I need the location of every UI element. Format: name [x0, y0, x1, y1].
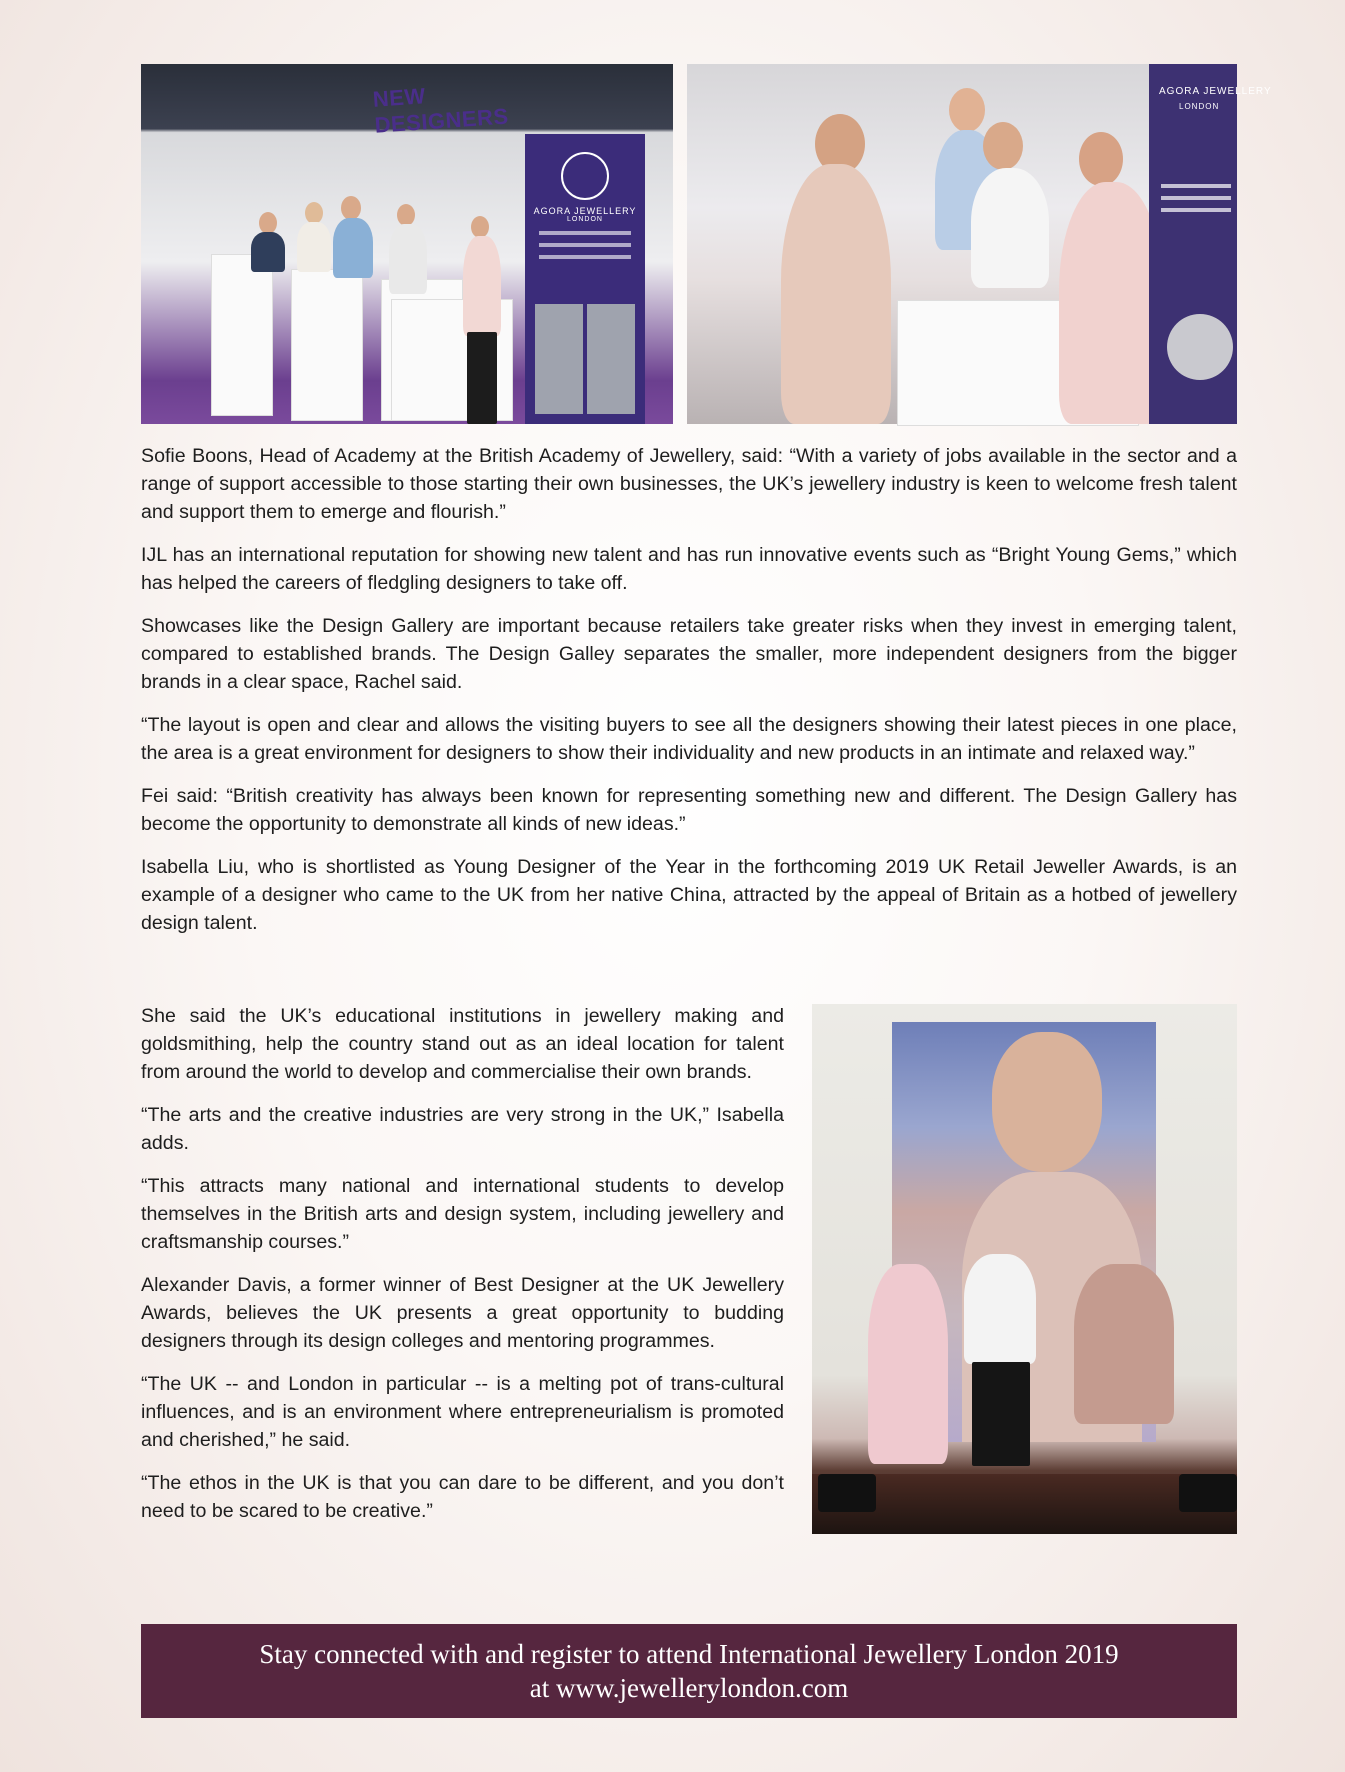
- paragraph: “The arts and the creative industries are very strong in the UK,” Isabella adds.: [141, 1104, 784, 1154]
- article-body-full-width: [141, 442, 1237, 952]
- person-head: [341, 196, 361, 220]
- banner-text-line: [1161, 208, 1231, 212]
- cta-line-1: Stay connected with and register to attend International Jewellery London 2019: [259, 1639, 1119, 1669]
- person-head: [949, 88, 985, 132]
- person-head: [305, 202, 323, 224]
- person-head: [471, 216, 489, 238]
- paragraph: Alexander Davis, a former winner of Best Designer at the UK Jewellery Awards, believes the UK presents a great opportunity to budding designers through its design colleges and mentoring programmes.: [141, 1274, 784, 1352]
- banner-title: AGORA JEWELLERY: [533, 206, 637, 216]
- photo-new-designers-stand: [141, 64, 673, 424]
- person: [389, 224, 427, 294]
- catwalk-model: [868, 1264, 948, 1464]
- person-head: [983, 122, 1023, 170]
- screen-model-face: [992, 1032, 1102, 1172]
- paragraph: Sofie Boons, Head of Academy at the British Academy of Jewellery, said: “With a variety of jobs available in the sector and a range of support accessible to those starting their own businesses, the UK’s jewellery industry is keen to welcome fresh talent and support them to emerge and flourish.”: [141, 445, 1237, 523]
- photo-catwalk-show: [812, 1004, 1237, 1534]
- banner-product-tiles: [535, 304, 635, 414]
- article-body-column: [141, 1002, 784, 1540]
- person-head: [1079, 132, 1123, 186]
- new-designers-sign: NEW DESIGNERS: [371, 83, 510, 138]
- banner-text-line: [1161, 184, 1231, 188]
- paragraph: She said the UK’s educational institutions in jewellery making and goldsmithing, help the country stand out as an ideal location for talent from around the world to develop and commercialise their own brands.: [141, 1005, 784, 1083]
- person: [467, 332, 497, 424]
- banner-text-line: [539, 255, 631, 259]
- person: [297, 222, 331, 272]
- stage-speaker: [818, 1474, 876, 1512]
- banner-title: AGORA JEWELLERY: [1159, 86, 1272, 97]
- banner-subtitle: LONDON: [1179, 102, 1220, 111]
- banner-text-line: [539, 231, 631, 235]
- display-counter: [291, 269, 363, 421]
- catwalk-model: [964, 1254, 1036, 1364]
- person: [971, 168, 1049, 288]
- paragraph: “The UK -- and London in particular -- is a melting pot of trans-cultural influences, and is an environment where entrepreneurialism is promoted and cherished,” he said.: [141, 1373, 784, 1451]
- agora-jewellery-banner: [525, 134, 645, 424]
- catwalk-model: [972, 1362, 1030, 1466]
- register-cta-banner: [141, 1624, 1237, 1718]
- person-head: [397, 204, 415, 226]
- display-counter: [211, 254, 273, 416]
- person: [1059, 182, 1163, 424]
- person: [463, 236, 501, 336]
- agora-jewellery-banner: [1149, 64, 1272, 424]
- person: [333, 218, 373, 278]
- paragraph: Isabella Liu, who is shortlisted as Young Designer of the Year in the forthcoming 2019 UK Retail Jeweller Awards, is an example of a designer who came to the UK from her native China, attracted by the appeal of Britain as a hotbed of jewellery design talent.: [141, 856, 1237, 934]
- paragraph: “The layout is open and clear and allows the visiting buyers to see all the designers showing their latest pieces in one place, the area is a great environment for designers to show their individuality and new products in an intimate and relaxed way.”: [141, 714, 1237, 764]
- paragraph: IJL has an international reputation for showing new talent and has run innovative events such as “Bright Young Gems,” which has helped the careers of fledgling designers to take off.: [141, 544, 1237, 594]
- banner-pendant-image: [1167, 314, 1233, 380]
- paragraph: Showcases like the Design Gallery are important because retailers take greater risks when they invest in emerging talent, compared to established brands. The Design Galley separates the smaller, more independent designers from the bigger brands in a clear space, Rachel said.: [141, 615, 1237, 693]
- paragraph: “The ethos in the UK is that you can dare to be different, and you don’t need to be scared to be creative.”: [141, 1472, 784, 1522]
- banner-text-line: [539, 243, 631, 247]
- person-head: [259, 212, 277, 234]
- paragraph: Fei said: “British creativity has always been known for representing something new and different. The Design Gallery has become the opportunity to demonstrate all kinds of new ideas.”: [141, 785, 1237, 835]
- top-photo-row: [141, 64, 1272, 424]
- cta-link-line[interactable]: at www.jewellerylondon.com: [529, 1673, 849, 1703]
- person: [781, 164, 891, 424]
- article-page: [141, 64, 1272, 1522]
- photo-jewellery-stand-visitors: [687, 64, 1272, 424]
- person: [251, 232, 285, 272]
- agora-logo-icon: [561, 152, 609, 200]
- banner-text-line: [1161, 196, 1231, 200]
- catwalk-model: [1074, 1264, 1174, 1424]
- paragraph: “This attracts many national and international students to develop themselves in the British arts and design system, including jewellery and craftsmanship courses.”: [141, 1175, 784, 1253]
- stage-speaker: [1179, 1474, 1237, 1512]
- banner-subtitle: LONDON: [567, 216, 603, 223]
